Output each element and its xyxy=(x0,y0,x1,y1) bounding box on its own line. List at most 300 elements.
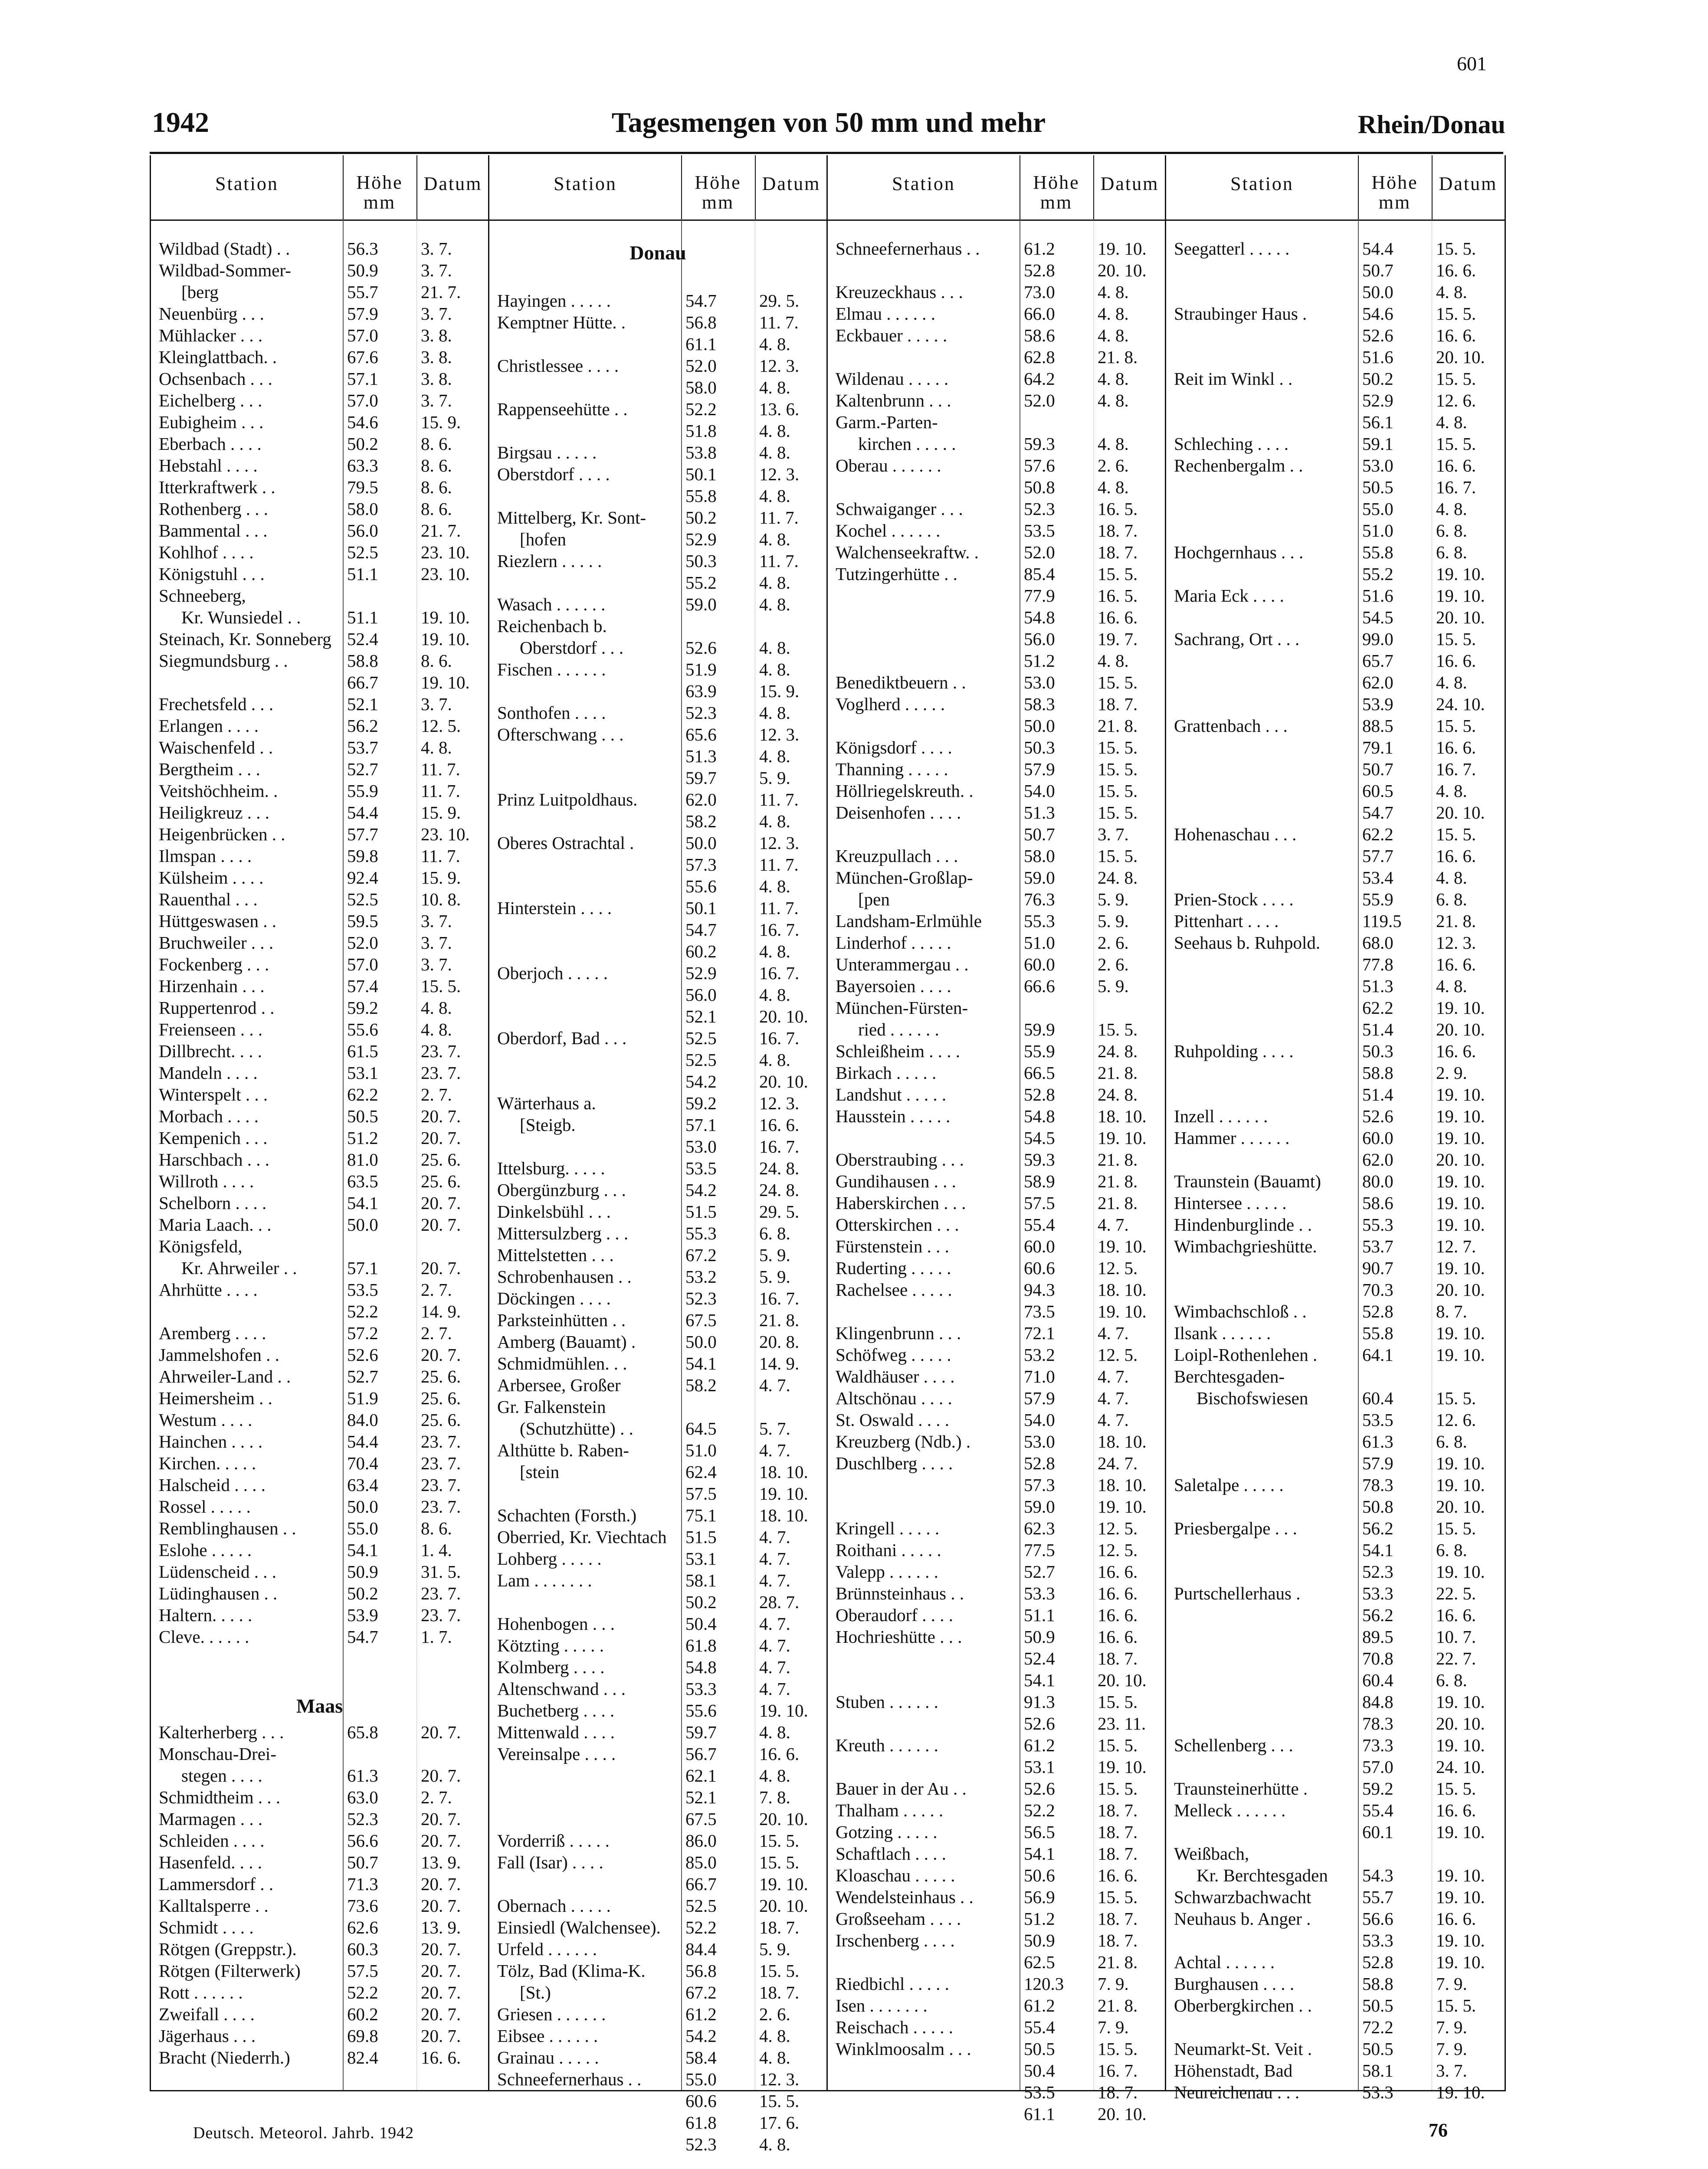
hoehe-value: 59.9 xyxy=(1024,1019,1055,1039)
datum-value: 11. 7. xyxy=(759,312,799,332)
station-name: Schwarzbachwacht xyxy=(1174,1887,1311,1907)
station-name: Wildenau . . . . . xyxy=(836,369,949,389)
station-name: Kringell . . . . . xyxy=(836,1518,940,1538)
datum-value: 15. 5. xyxy=(421,976,461,996)
datum-value: 4. 8. xyxy=(1436,868,1467,888)
station-name: Hammer . . . . . . xyxy=(1174,1128,1290,1148)
table-row xyxy=(1166,1886,1505,1908)
datum-value: 18. 7. xyxy=(759,1982,800,2002)
hoehe-value: 52.2 xyxy=(347,1982,378,2002)
hoehe-value: 67.2 xyxy=(685,1245,717,1265)
table-row xyxy=(151,1539,488,1561)
datum-value: 19. 10. xyxy=(1098,239,1147,259)
station-name: Ruderting . . . . . xyxy=(836,1258,951,1278)
table-row xyxy=(828,368,1165,390)
table-row xyxy=(1166,238,1505,259)
datum-value: 16. 6. xyxy=(1436,455,1476,475)
header-title: Tagesmengen von 50 mm und mehr xyxy=(611,107,1046,138)
station-name: Winterspelt . . . xyxy=(159,1084,268,1104)
hoehe-value: 59.7 xyxy=(685,1722,717,1742)
table-row xyxy=(489,745,826,767)
hoehe-value: 50.5 xyxy=(1024,2039,1055,2059)
table-row xyxy=(151,997,488,1019)
table-row xyxy=(489,1656,826,1678)
datum-value: 20. 7. xyxy=(421,1831,461,1851)
hoehe-value: 58.6 xyxy=(1362,1193,1393,1213)
datum-value: 23. 7. xyxy=(421,1605,461,1625)
table-row xyxy=(489,1114,826,1136)
datum-value: 21. 8. xyxy=(1098,1171,1138,1191)
hoehe-value: 62.4 xyxy=(685,1462,717,1482)
hoehe-value: 57.5 xyxy=(347,1961,378,1981)
datum-value: 19. 10. xyxy=(1436,1865,1485,1885)
table-row xyxy=(828,1366,1165,1387)
station-name: Achtal . . . . . . xyxy=(1174,1952,1275,1972)
header-region: Rhein/Donau xyxy=(1357,110,1505,139)
station-name: Harschbach . . . xyxy=(159,1150,270,1170)
table-row xyxy=(489,1374,826,1396)
station-name: Tutzingerhütte . . xyxy=(836,564,957,584)
hoehe-value: 53.8 xyxy=(685,442,717,462)
table-row xyxy=(828,1105,1165,1127)
station-name: Kaltenbrunn . . . xyxy=(836,390,951,410)
hoehe-value: 63.4 xyxy=(347,1475,378,1495)
station-name: Ahrweiler-Land . . xyxy=(159,1366,291,1386)
hoehe-value: 75.1 xyxy=(685,1505,717,1525)
table-row xyxy=(489,1396,826,1418)
table-row xyxy=(489,1743,826,1765)
datum-value: 20. 7. xyxy=(421,1345,461,1365)
table-row xyxy=(151,1387,488,1409)
hoehe-value: 58.4 xyxy=(685,2048,717,2067)
column-body xyxy=(151,238,488,2068)
datum-value: 29. 5. xyxy=(759,291,800,311)
table-row xyxy=(828,1713,1165,1734)
datum-value: 21. 8. xyxy=(1098,716,1138,736)
station-name: Loipl-Rothenlehen . xyxy=(1174,1345,1318,1365)
datum-value: 11. 7. xyxy=(421,846,460,866)
station-name: Ochsenbach . . . xyxy=(159,369,272,389)
datum-value: 18. 10. xyxy=(759,1462,808,1482)
station-name: Eichelberg . . . xyxy=(159,390,262,410)
hoehe-value: 55.6 xyxy=(685,876,717,896)
station-name: Rötgen (Greppstr.). xyxy=(159,1939,297,1959)
station-name: Wimbachschloß . . xyxy=(1174,1301,1307,1321)
hoehe-value: 53.1 xyxy=(685,1549,717,1569)
datum-value: 24. 8. xyxy=(1098,1084,1138,1104)
datum-value: 4. 8. xyxy=(1436,499,1467,519)
datum-value: 4. 8. xyxy=(1098,434,1129,454)
hoehe-value: 57.9 xyxy=(1024,759,1055,779)
datum-value: 18. 7. xyxy=(1098,2082,1138,2102)
datum-value: 4. 8. xyxy=(1098,282,1129,302)
hoehe-value: 53.5 xyxy=(1024,521,1055,541)
station-name: Monschau-Drei- xyxy=(159,1744,276,1764)
table-row xyxy=(489,1222,826,1244)
table-row xyxy=(489,442,826,463)
table-row xyxy=(1166,368,1505,390)
table-row xyxy=(151,693,488,715)
table-row xyxy=(1166,1214,1505,1235)
datum-value: 20. 7. xyxy=(421,1896,461,1916)
datum-value: 20. 7. xyxy=(421,1939,461,1959)
station-name: Frechetsfeld . . . xyxy=(159,694,274,714)
hoehe-value: 60.4 xyxy=(1362,1388,1393,1408)
station-name: Schöfweg . . . . . xyxy=(836,1345,951,1365)
hoehe-value: 57.6 xyxy=(1024,455,1055,475)
station-name: Klingenbrunn . . . xyxy=(836,1323,961,1343)
table-row xyxy=(828,455,1165,476)
column-divider xyxy=(681,155,682,220)
station-name: Seehaus b. Ruhpold. xyxy=(1174,933,1321,953)
datum-value: 14. 9. xyxy=(421,1301,461,1321)
datum-value: 16. 6. xyxy=(1436,1041,1476,1061)
datum-value: 20. 7. xyxy=(421,1809,461,1829)
station-name: Dillbrecht. . . . xyxy=(159,1041,262,1061)
hoehe-value: 81.0 xyxy=(347,1150,378,1170)
datum-value: 15. 5. xyxy=(1098,1779,1138,1799)
table-row xyxy=(151,715,488,737)
hoehe-value: 50.9 xyxy=(1024,1930,1055,1950)
datum-value: 19. 10. xyxy=(1436,1323,1485,1343)
station-name: Einsiedl (Walchensee). xyxy=(497,1917,661,1937)
station-name: Rauenthal . . . xyxy=(159,889,258,909)
station-name: Kreuzpullach . . . xyxy=(836,846,958,866)
datum-value: 3. 7. xyxy=(421,911,452,931)
datum-value: 19. 10. xyxy=(1436,1475,1485,1495)
datum-value: 16. 6. xyxy=(759,1744,800,1764)
station-name: Königstuhl . . . xyxy=(159,564,265,584)
datum-value: 20. 7. xyxy=(421,1982,461,2002)
hoehe-value: 84.4 xyxy=(685,1939,717,1959)
hoehe-value: 56.2 xyxy=(1362,1605,1393,1625)
datum-value: 4. 7. xyxy=(759,1570,790,1590)
hoehe-value: 50.9 xyxy=(1024,1627,1055,1647)
table-row xyxy=(489,832,826,854)
datum-value: 12. 5. xyxy=(1098,1258,1138,1278)
datum-value: 5. 9. xyxy=(1098,889,1129,909)
station-name: Erlangen . . . . xyxy=(159,716,259,736)
hoehe-value: 52.5 xyxy=(347,542,378,562)
hoehe-value: 55.0 xyxy=(347,1518,378,1538)
datum-value: 18. 7. xyxy=(759,1917,800,1937)
datum-value: 6. 8. xyxy=(1436,521,1467,541)
hoehe-value: 54.8 xyxy=(1024,607,1055,627)
datum-value: 15. 5. xyxy=(1436,1388,1476,1408)
hoehe-value: 53.4 xyxy=(1362,868,1393,888)
station-name: Lüdinghausen . . xyxy=(159,1583,278,1603)
hoehe-value: 52.9 xyxy=(685,963,717,983)
datum-value: 15. 5. xyxy=(1098,737,1138,757)
table-row xyxy=(1166,433,1505,455)
table-row xyxy=(1166,780,1505,802)
datum-value: 15. 5. xyxy=(1098,803,1138,822)
table-row xyxy=(1166,2060,1505,2081)
table-row xyxy=(1166,1301,1505,1322)
hoehe-value: 51.1 xyxy=(1024,1605,1055,1625)
table-row xyxy=(1166,758,1505,780)
table-row xyxy=(1166,1648,1505,1669)
hoehe-value: 68.0 xyxy=(1362,933,1393,953)
table-row xyxy=(151,1496,488,1517)
table-row xyxy=(489,1006,826,1027)
hoehe-value: 60.5 xyxy=(1362,781,1393,801)
station-name: Kleinglattbach. . xyxy=(159,347,277,367)
station-name: Urfeld . . . . . . xyxy=(497,1939,597,1959)
hoehe-value: 54.1 xyxy=(1024,1670,1055,1690)
station-name: Steinach, Kr. Sonneberg xyxy=(159,629,331,649)
station-name: Bauer in der Au . . xyxy=(836,1779,967,1799)
station-name: Wärterhaus a. xyxy=(497,1093,596,1113)
table-row xyxy=(151,1019,488,1040)
hoehe-value: 65.8 xyxy=(347,1722,378,1742)
table-row xyxy=(1166,910,1505,932)
table-row xyxy=(489,984,826,1006)
station-name: Fischen . . . . . . xyxy=(497,659,606,679)
datum-value: 15. 5. xyxy=(1098,2039,1138,2059)
header-datum: Datum xyxy=(762,173,821,194)
datum-value: 5. 9. xyxy=(759,1245,790,1265)
station-name: Gotzing . . . . . xyxy=(836,1822,938,1842)
datum-value: 25. 6. xyxy=(421,1410,461,1430)
table-row xyxy=(489,1418,826,1439)
station-name: Voglherd . . . . . xyxy=(836,694,945,714)
datum-value: 12. 3. xyxy=(759,833,800,853)
table-row xyxy=(489,615,826,637)
datum-value: 16. 7. xyxy=(759,920,800,940)
hoehe-value: 55.0 xyxy=(685,2069,717,2089)
datum-value: 19. 10. xyxy=(1098,1497,1147,1517)
datum-value: 4. 8. xyxy=(1436,672,1467,692)
section-heading: Maas xyxy=(296,1695,343,1717)
datum-value: 12. 6. xyxy=(1436,1410,1476,1430)
datum-value: 3. 7. xyxy=(421,933,452,953)
table-row xyxy=(1166,1756,1505,1778)
hoehe-value: 62.8 xyxy=(1024,347,1055,367)
table-row xyxy=(1166,606,1505,628)
hoehe-value: 65.7 xyxy=(1362,651,1393,671)
station-name: Buchetberg . . . . xyxy=(497,1700,615,1720)
hoehe-value: 54.4 xyxy=(1362,239,1393,259)
datum-value: 4. 7. xyxy=(1098,1215,1129,1235)
station-name: Otterskirchen . . . xyxy=(836,1215,959,1235)
station-name: Vorderriß . . . . . xyxy=(497,1831,610,1851)
hoehe-value: 91.3 xyxy=(1024,1692,1055,1712)
table-row xyxy=(828,238,1165,259)
hoehe-value: 54.6 xyxy=(1362,304,1393,324)
hoehe-value: 57.1 xyxy=(347,1258,378,1278)
datum-value: 3. 7. xyxy=(421,260,452,280)
datum-value: 13. 6. xyxy=(759,399,800,419)
hoehe-value: 50.2 xyxy=(347,434,378,454)
station-name: Griesen . . . . . . xyxy=(497,2004,606,2024)
station-name: Traunstein (Bauamt) xyxy=(1174,1171,1321,1191)
datum-value: 20. 7. xyxy=(421,1215,461,1235)
hoehe-value: 50.9 xyxy=(347,260,378,280)
datum-value: 19. 10. xyxy=(1098,1301,1147,1321)
table-row xyxy=(828,585,1165,606)
station-name: Prien-Stock . . . . xyxy=(1174,889,1294,909)
station-name: Hirzenhain . . . xyxy=(159,976,265,996)
table-column-group xyxy=(489,155,828,2154)
datum-value: 19. 10. xyxy=(1436,1215,1485,1235)
datum-value: 18. 10. xyxy=(1098,1432,1147,1451)
table-row xyxy=(151,433,488,455)
datum-value: 29. 5. xyxy=(759,1202,800,1222)
hoehe-value: 66.5 xyxy=(1024,1063,1055,1083)
hoehe-value: 50.0 xyxy=(347,1215,378,1235)
table-row xyxy=(828,1192,1165,1214)
station-name: Prinz Luitpoldhaus. xyxy=(497,790,638,809)
page-header xyxy=(152,106,1505,145)
hoehe-value: 57.7 xyxy=(1362,846,1393,866)
table-row xyxy=(1166,1322,1505,1344)
table-row xyxy=(151,1257,488,1279)
station-name: Kötzting . . . . . xyxy=(497,1635,604,1655)
datum-value: 19. 10. xyxy=(1436,1692,1485,1712)
station-name: Heiligkreuz . . . xyxy=(159,803,270,822)
header-hoehe: Höhe mm xyxy=(1033,172,1080,213)
datum-value: 15. 5. xyxy=(759,1831,800,1851)
datum-value: 8. 7. xyxy=(1436,1301,1467,1321)
table-row xyxy=(1166,888,1505,910)
station-name: Kr. Wunsiedel . . xyxy=(181,607,301,627)
station-name: (Schutzhütte) . . xyxy=(520,1419,633,1438)
datum-value: 31. 5. xyxy=(421,1562,461,1582)
table-row xyxy=(828,780,1165,802)
station-name: Maria Laach. . . xyxy=(159,1215,272,1235)
hoehe-value: 62.1 xyxy=(685,1766,717,1786)
hoehe-value: 54.2 xyxy=(685,2026,717,2046)
hoehe-value: 59.1 xyxy=(1362,434,1393,454)
hoehe-value: 66.7 xyxy=(685,1874,717,1894)
station-name: Winklmoosalm . . . xyxy=(836,2039,971,2059)
hoehe-value: 50.4 xyxy=(1024,2061,1055,2081)
datum-value: 20. 10. xyxy=(1436,347,1485,367)
table-row xyxy=(828,2103,1165,2125)
station-name: Amberg (Bauamt) . xyxy=(497,1332,636,1352)
table-row xyxy=(489,1982,826,2003)
datum-value: 15. 5. xyxy=(1098,846,1138,866)
station-name: Inzell . . . . . . xyxy=(1174,1106,1268,1126)
station-name: Hintersee . . . . . xyxy=(1174,1193,1287,1213)
table-row xyxy=(1166,1127,1505,1149)
hoehe-value: 52.5 xyxy=(685,1028,717,1048)
datum-value: 23. 7. xyxy=(421,1063,461,1083)
hoehe-value: 62.2 xyxy=(347,1084,378,1104)
datum-value: 10. 8. xyxy=(421,889,461,909)
datum-value: 12. 6. xyxy=(1436,390,1476,410)
station-name: Ilsank . . . . . . xyxy=(1174,1323,1271,1343)
table-row xyxy=(489,1071,826,1092)
datum-value: 19. 10. xyxy=(421,607,470,627)
hoehe-value: 53.3 xyxy=(1024,1583,1055,1603)
datum-value: 4. 8. xyxy=(759,2026,790,2046)
hoehe-value: 55.4 xyxy=(1024,2017,1055,2037)
hoehe-value: 54.8 xyxy=(1024,1106,1055,1126)
station-name: Benediktbeuern . . xyxy=(836,672,966,692)
datum-value: 16. 7. xyxy=(759,1137,800,1157)
station-name: Oberstdorf . . . xyxy=(520,638,624,658)
datum-value: 23. 7. xyxy=(421,1432,461,1451)
datum-value: 4. 7. xyxy=(759,1440,790,1460)
hoehe-value: 54.5 xyxy=(1024,1128,1055,1148)
datum-value: 8. 6. xyxy=(421,434,452,454)
table-row xyxy=(151,1851,488,1873)
datum-value: 4. 8. xyxy=(759,529,790,549)
hoehe-value: 52.7 xyxy=(347,1366,378,1386)
station-name: Jammelshofen . . xyxy=(159,1345,279,1365)
table-row xyxy=(828,1908,1165,1930)
datum-value: 24. 8. xyxy=(759,1180,800,1200)
datum-value: 12. 5. xyxy=(1098,1540,1138,1560)
datum-value: 4. 8. xyxy=(1098,390,1129,410)
station-name: Parksteinhütten . . xyxy=(497,1310,626,1330)
datum-value: 18. 7. xyxy=(1098,1822,1138,1842)
table-row xyxy=(1166,737,1505,758)
table-row xyxy=(489,1830,826,1851)
header-hoehe: Höhe mm xyxy=(356,172,403,213)
datum-value: 19. 10. xyxy=(421,672,470,692)
station-name: Weißbach, xyxy=(1174,1844,1249,1864)
station-name: Isen . . . . . . . xyxy=(836,1995,928,2015)
station-name: Kirchen. . . . . xyxy=(159,1453,256,1473)
station-name: Stuben . . . . . . xyxy=(836,1692,938,1712)
station-name: Zweifall . . . . xyxy=(159,2004,255,2024)
datum-value: 4. 8. xyxy=(1436,781,1467,801)
datum-value: 16. 6. xyxy=(1436,846,1476,866)
datum-value: 6. 8. xyxy=(1436,1540,1467,1560)
hoehe-value: 55.2 xyxy=(1362,564,1393,584)
table-row xyxy=(1166,2081,1505,2103)
table-row xyxy=(489,680,826,702)
datum-value: 18. 7. xyxy=(1098,1930,1138,1950)
station-name: Wimbachgrieshütte. xyxy=(1174,1236,1317,1256)
table-row xyxy=(1166,324,1505,346)
datum-value: 12. 3. xyxy=(1436,933,1476,953)
station-name: Rott . . . . . . xyxy=(159,1982,243,2002)
datum-value: 20. 10. xyxy=(1436,1714,1485,1733)
hoehe-value: 56.3 xyxy=(347,239,378,259)
station-name: Fürstenstein . . . xyxy=(836,1236,949,1256)
station-name: Königsdorf . . . . xyxy=(836,737,952,757)
datum-value: 7. 9. xyxy=(1098,2017,1129,2037)
table-row xyxy=(1166,303,1505,324)
table-row xyxy=(1166,1517,1505,1539)
table-row xyxy=(151,1648,488,1669)
table-row xyxy=(489,1808,826,1830)
table-row xyxy=(1166,411,1505,433)
hoehe-value: 60.3 xyxy=(347,1939,378,1959)
hoehe-value: 52.3 xyxy=(1362,1562,1393,1582)
table-row xyxy=(828,476,1165,498)
table-row xyxy=(828,888,1165,910)
station-name: Eckbauer . . . . . xyxy=(836,325,947,345)
table-row xyxy=(828,1951,1165,1973)
station-name: Ruhpolding . . . . xyxy=(1174,1041,1294,1061)
hoehe-value: 51.9 xyxy=(685,659,717,679)
datum-value: 20. 10. xyxy=(1436,607,1485,627)
table-row xyxy=(828,1799,1165,1821)
datum-value: 6. 8. xyxy=(1436,889,1467,909)
station-name: Christlessee . . . . xyxy=(497,356,619,376)
hoehe-value: 51.5 xyxy=(685,1202,717,1222)
datum-value: 16. 7. xyxy=(1436,759,1476,779)
datum-value: 4. 8. xyxy=(759,377,790,397)
datum-value: 19. 10. xyxy=(1436,1952,1485,1972)
table-row xyxy=(489,2133,826,2155)
table-row xyxy=(151,1149,488,1170)
